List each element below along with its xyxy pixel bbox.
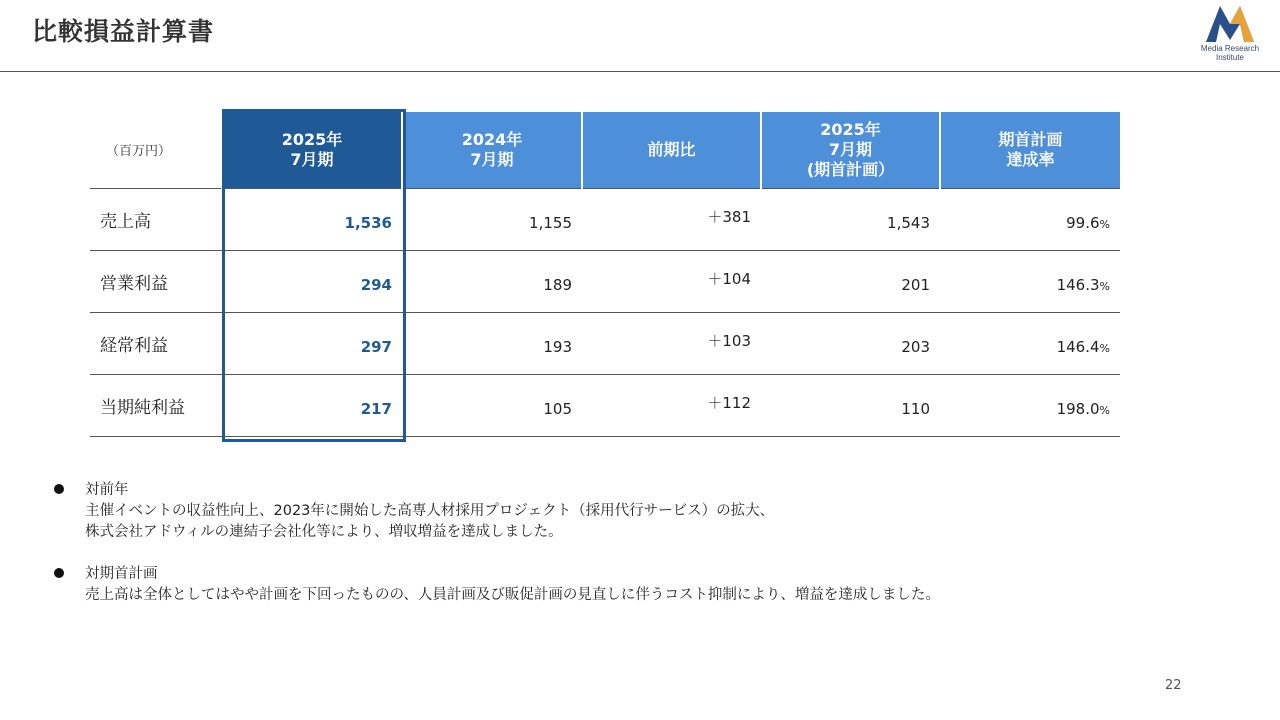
note-heading: 対前年 — [85, 482, 129, 498]
company-logo — [1190, 2, 1270, 68]
value-current: 217 — [222, 374, 402, 436]
value-plan: 201 — [761, 250, 940, 312]
value-yoy-diff: ＋103 — [582, 312, 761, 374]
header-fy2025-plan: 2025年 7月期 (期首計画） — [761, 112, 940, 188]
header-divider — [0, 71, 1280, 72]
value-achievement: 99.6% — [940, 188, 1120, 250]
table-row — [90, 188, 1120, 250]
note-vs-plan — [54, 564, 940, 606]
value-current: 1,536 — [222, 188, 402, 250]
logo-text-line1: Media Research — [1200, 44, 1260, 53]
row-label: 営業利益 — [90, 250, 222, 312]
unit-label: （百万円） — [90, 112, 222, 188]
income-statement-table — [90, 112, 1120, 437]
table-row — [90, 374, 1120, 436]
row-label: 売上高 — [90, 188, 222, 250]
logo-text-line2: Institute — [1215, 53, 1244, 62]
value-prior: 105 — [402, 374, 582, 436]
note-line: 主催イベントの収益性向上、2023年に開始した高専人材採用プロジェクト（採用代行サービス）の拡大、 — [85, 503, 775, 519]
value-plan: 110 — [761, 374, 940, 436]
value-plan: 203 — [761, 312, 940, 374]
row-label: 経常利益 — [90, 312, 222, 374]
value-current: 297 — [222, 312, 402, 374]
table-header-row — [90, 112, 1120, 188]
note-line: 売上高は全体としてはやや計画を下回ったものの、人員計画及び販促計画の見直しに伴うコスト抑制により、増益を達成しました。 — [85, 587, 940, 603]
table-row — [90, 312, 1120, 374]
note-yoy — [54, 480, 940, 543]
note-line: 株式会社アドウィルの連結子会社化等により、増収増益を達成しました。 — [85, 524, 563, 540]
commentary — [54, 480, 940, 606]
value-prior: 189 — [402, 250, 582, 312]
mountain-logo-icon — [1204, 2, 1256, 44]
header-yoy: 前期比 — [582, 112, 761, 188]
header-fy2025: 2025年 7月期 — [222, 112, 402, 188]
value-prior: 1,155 — [402, 188, 582, 250]
bullet-icon — [54, 484, 64, 494]
page-title: 比較損益計算書 — [32, 17, 215, 46]
value-yoy-diff: ＋104 — [582, 250, 761, 312]
value-current: 294 — [222, 250, 402, 312]
page-number: 22 — [1165, 678, 1182, 693]
header-plan-achievement: 期首計画 達成率 — [940, 112, 1120, 188]
value-yoy-diff: ＋112 — [582, 374, 761, 436]
value-plan: 1,543 — [761, 188, 940, 250]
value-prior: 193 — [402, 312, 582, 374]
row-label: 当期純利益 — [90, 374, 222, 436]
note-heading: 対期首計画 — [85, 566, 158, 582]
value-yoy-diff: ＋381 — [582, 188, 761, 250]
bullet-icon — [54, 568, 64, 578]
value-achievement: 146.4% — [940, 312, 1120, 374]
header-fy2024: 2024年 7月期 — [402, 112, 582, 188]
table-row — [90, 250, 1120, 312]
value-achievement: 146.3% — [940, 250, 1120, 312]
value-achievement: 198.0% — [940, 374, 1120, 436]
